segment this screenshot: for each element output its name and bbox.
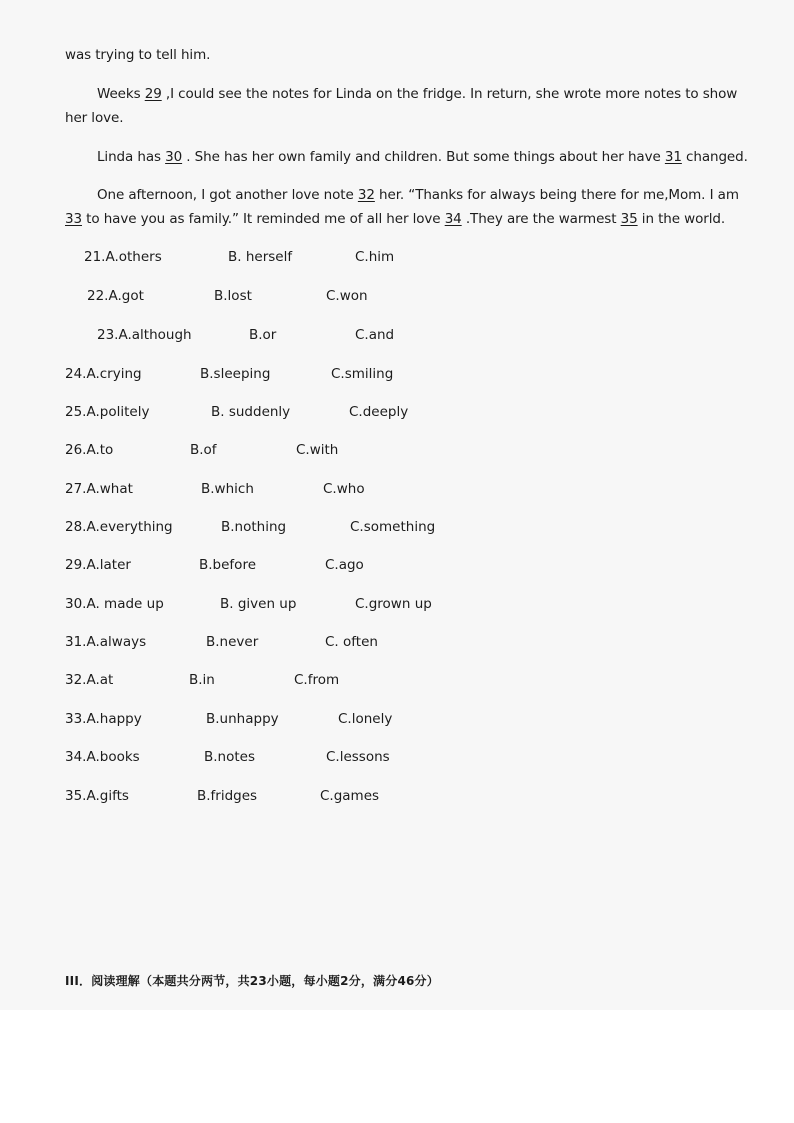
question-24-option-c: C.smiling [331, 366, 394, 382]
passage-text: .They are the warmest [461, 211, 621, 227]
passage-text: changed. [681, 149, 748, 165]
blank-34: 34 [444, 211, 462, 227]
question-29-option-a: 29.A.later [65, 557, 131, 573]
question-30-option-a: 30.A. made up [65, 596, 164, 612]
question-26-option-b: B.of [190, 442, 217, 458]
question-22-option-c: C.won [326, 288, 368, 304]
question-26-option-c: C.with [296, 442, 339, 458]
passage-line-3 [65, 110, 123, 126]
question-21-option-b: B. herself [228, 249, 293, 265]
question-32-option-c: C.from [294, 672, 340, 688]
question-21-option-a: 21.A.others [84, 249, 162, 265]
question-28-option-a: 28.A.everything [65, 519, 173, 535]
question-35-option-b: B.fridges [197, 788, 258, 804]
blank-32: 32 [357, 187, 375, 203]
question-33-option-b: B.unhappy [206, 711, 279, 727]
passage-text: to have you as family.” It reminded me of all her love [81, 211, 445, 227]
question-32-option-b: B.in [189, 672, 215, 688]
passage-text: One afternoon, I got another love note [97, 187, 358, 203]
question-30-option-c: C.grown up [355, 596, 432, 612]
section-heading: III．阅读理解（本题共分两节，共23小题，每小题2分，满分46分） [65, 974, 439, 988]
question-33-option-c: C.lonely [338, 711, 393, 727]
question-23-option-b: B.or [249, 327, 277, 343]
question-24-option-b: B.sleeping [200, 366, 271, 382]
passage-text: was trying to tell him. [65, 47, 211, 63]
passage-text: Weeks [97, 86, 145, 102]
blank-35: 35 [620, 211, 638, 227]
passage-line-4 [97, 149, 748, 165]
question-34-option-c: C.lessons [326, 749, 390, 765]
blank-31: 31 [664, 149, 682, 165]
question-26-option-a: 26.A.to [65, 442, 114, 458]
question-23-option-a: 23.A.although [97, 327, 192, 343]
question-34-option-a: 34.A.books [65, 749, 140, 765]
passage-line-5 [97, 187, 739, 203]
question-33-option-a: 33.A.happy [65, 711, 142, 727]
question-28-option-c: C.something [350, 519, 436, 535]
passage-line-1 [65, 47, 210, 63]
question-27-option-c: C.who [323, 481, 365, 497]
question-27-option-b: B.which [201, 481, 254, 497]
passage-text: in the world. [637, 211, 726, 227]
passage-text: her love. [65, 110, 124, 126]
passage-text: ,I could see the notes for Linda on the fridge. In return, she wrote more notes to show [161, 86, 738, 102]
question-31-option-a: 31.A.always [65, 634, 147, 650]
blank-33: 33 [65, 211, 82, 227]
question-22-option-b: B.lost [214, 288, 252, 304]
question-30-option-b: B. given up [220, 596, 297, 612]
question-35-option-c: C.games [320, 788, 380, 804]
blank-30: 30 [165, 149, 183, 165]
question-35-option-a: 35.A.gifts [65, 788, 129, 804]
question-29-option-b: B.before [199, 557, 256, 573]
question-32-option-a: 32.A.at [65, 672, 114, 688]
question-28-option-b: B.nothing [221, 519, 287, 535]
passage-text: her. “Thanks for always being there for me,Mom. I am [374, 187, 739, 203]
question-25-option-b: B. suddenly [211, 404, 291, 420]
passage-line-2 [97, 86, 737, 102]
blank-29: 29 [144, 86, 162, 102]
question-29-option-c: C.ago [325, 557, 364, 573]
passage-text: Linda has [97, 149, 166, 165]
question-23-option-c: C.and [355, 327, 395, 343]
question-31-option-b: B.never [206, 634, 259, 650]
question-25-option-a: 25.A.politely [65, 404, 150, 420]
question-25-option-c: C.deeply [349, 404, 409, 420]
passage-line-6 [65, 211, 725, 227]
question-27-option-a: 27.A.what [65, 481, 133, 497]
question-31-option-c: C. often [325, 634, 378, 650]
question-24-option-a: 24.A.crying [65, 366, 142, 382]
question-21-option-c: C.him [355, 249, 395, 265]
passage-text: . She has her own family and children. But some things about her have [182, 149, 665, 165]
question-34-option-b: B.notes [204, 749, 256, 765]
question-22-option-a: 22.A.got [87, 288, 144, 304]
